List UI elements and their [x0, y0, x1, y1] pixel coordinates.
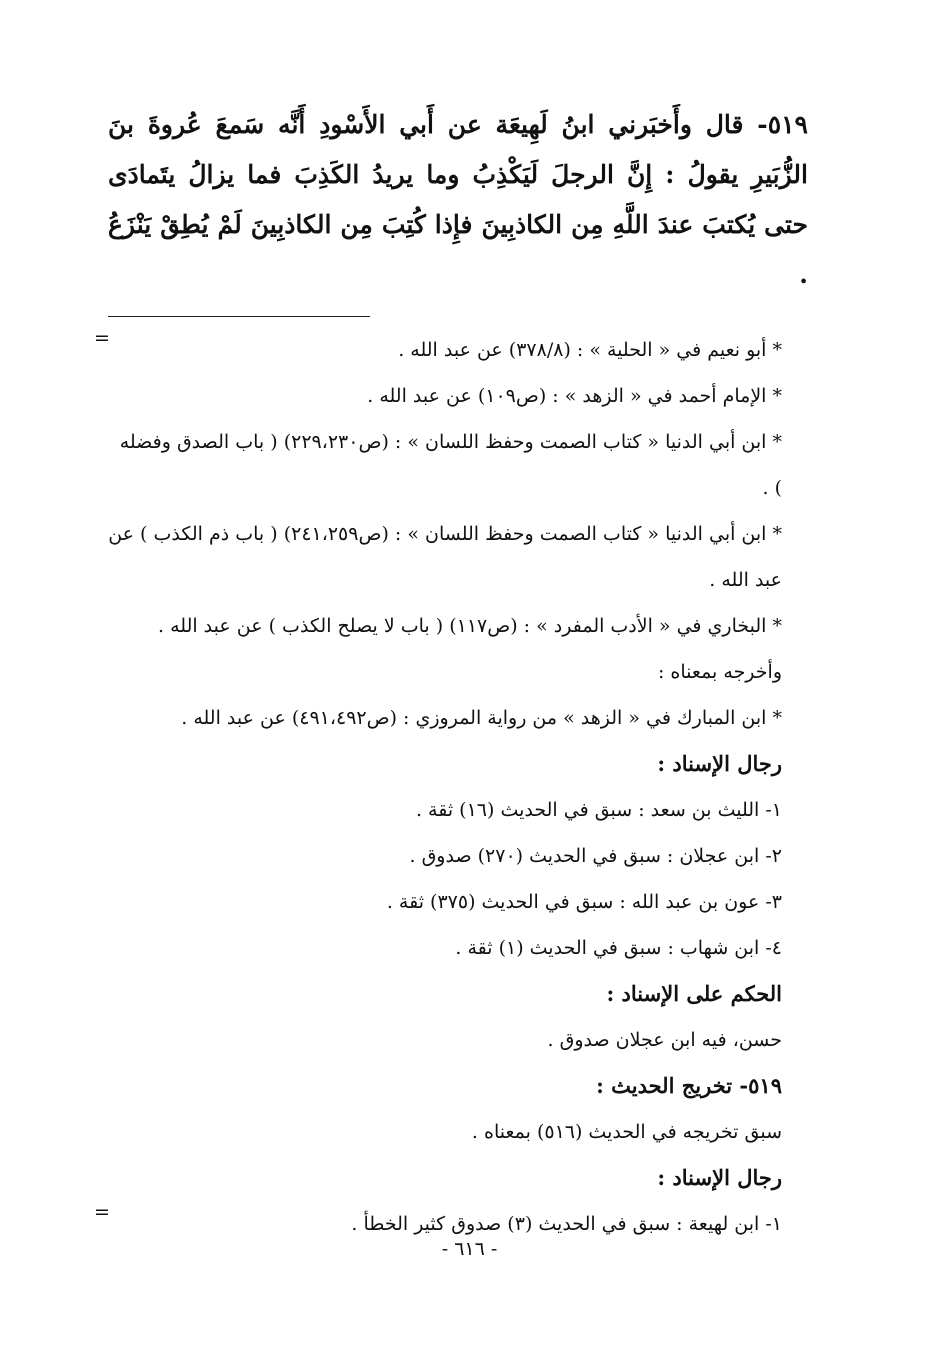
- page-body: [94, 100, 808, 1247]
- hadith-number: ٥١٩-: [757, 110, 808, 139]
- takhrij-heading: ٥١٩- تخريج الحديث :: [596, 1073, 782, 1098]
- takhrij-item: * الإمام أحمد في « الزهد » : (ص١٠٩) عن عبد الله .: [367, 385, 782, 407]
- rijal-item: ٢- ابن عجلان : سبق في الحديث (٢٧٠) صدوق .: [409, 845, 782, 867]
- rijal-item: ١- ابن لهيعة : سبق في الحديث (٣) صدوق كثير الخطأ .: [351, 1213, 782, 1235]
- hadith-body: قال وأَخبَرني ابنُ لَهِيعَة عن أَبي الأَسْودِ أَنَّه سَمعَ عُروةَ بنَ الزُّبَيرِ يقولُ : إِنَّ الرجلَ لَيَكْذِبُ وما يريدُ الكَذِبَ فما يزالُ يتَمادَى حتى يُكتبَ عندَ اللَّهِ مِن الكاذبِينَ فإِذا كُتِبَ مِن الكاذبِينَ لَمْ يُطِقْ يَنْزَعُ .: [108, 110, 808, 289]
- hukm-heading: الحكم على الإسناد :: [606, 981, 782, 1006]
- rijal-item: ١- الليث بن سعد : سبق في الحديث (١٦) ثقة .: [415, 799, 782, 821]
- takhrij-item: * البخاري في « الأدب المفرد » : (ص١١٧) ( باب لا يصلح الكذب ) عن عبد الله .: [158, 615, 782, 637]
- page-number: - ٦١٦ -: [441, 1238, 498, 1260]
- end-marker: =: [94, 1201, 110, 1223]
- rijal-heading: رجال الإسناد :: [657, 1165, 782, 1190]
- rijal-item: ٤- ابن شهاب : سبق في الحديث (١) ثقة .: [455, 937, 782, 959]
- takhrij-item: * ابن أبي الدنيا « كتاب الصمت وحفظ اللسان » : (ص٢٤١،٢٥٩) ( باب ذم الكذب ) عن عبد الله .: [108, 523, 782, 591]
- footnote-first-line: [94, 327, 808, 373]
- rijal-heading: رجال الإسناد :: [657, 751, 782, 776]
- continuation-marker: =: [94, 327, 110, 349]
- rijal-item: ٣- عون بن عبد الله : سبق في الحديث (٣٧٥) ثقة .: [386, 891, 782, 913]
- hukm-text: حسن، فيه ابن عجلان صدوق .: [547, 1029, 782, 1051]
- footnote-divider: [108, 316, 370, 317]
- hadith-text: [108, 100, 808, 300]
- takhrij-item: * أبو نعيم في « الحلية » : (٣٧٨/٨) عن عبد الله .: [398, 339, 782, 361]
- akhrajahu-item: * ابن المبارك في « الزهد » من رواية المروزي : (ص٤٩١،٤٩٢) عن عبد الله .: [181, 707, 782, 729]
- takhrij-text: سبق تخريجه في الحديث (٥١٦) بمعناه .: [471, 1121, 782, 1143]
- akhrajahu-label: وأخرجه بمعناه :: [657, 661, 782, 683]
- takhrij-item: * ابن أبي الدنيا « كتاب الصمت وحفظ اللسان » : (ص٢٢٩،٢٣٠) ( باب الصدق وفضله ) .: [119, 431, 782, 499]
